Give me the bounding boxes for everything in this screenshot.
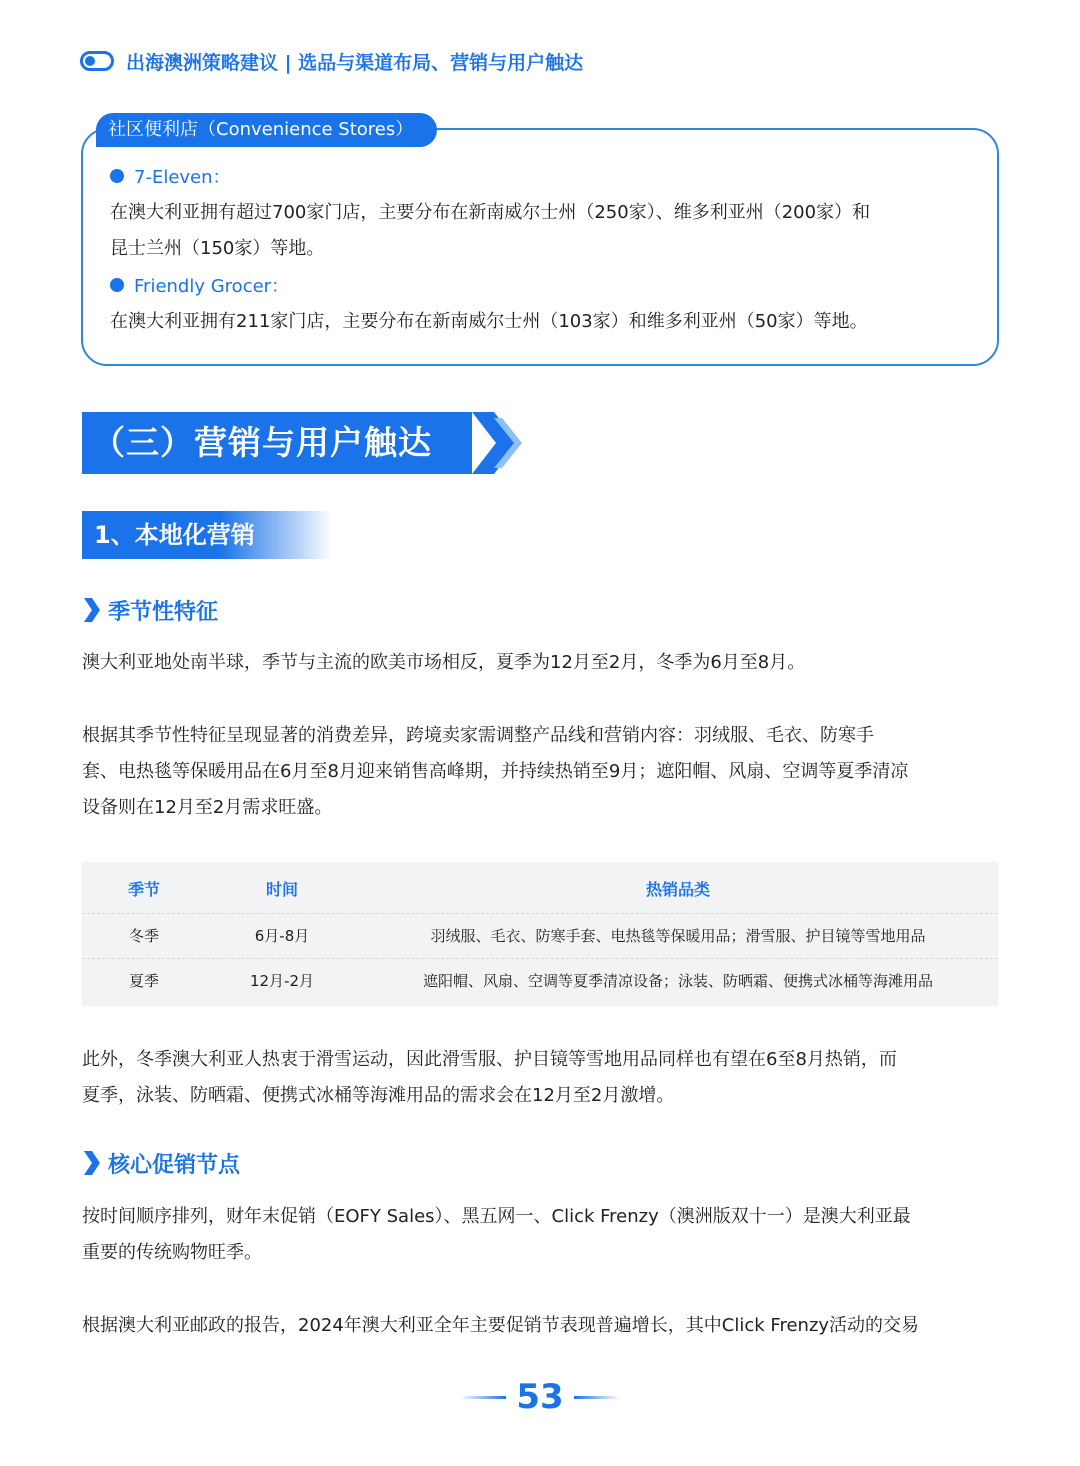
page-number-text: 53 xyxy=(516,1377,564,1417)
seasonal-paragraph-1: 澳大利亚地处南半球，季节与主流的欧美市场相反，夏季为12月至2月，冬季为6月至8月。 xyxy=(82,652,806,673)
table-cell: 12月-2月 xyxy=(249,972,315,990)
promo-paragraph-2-line1: 根据澳大利亚邮政的报告，2024年澳大利亚全年主要促销节表现普遍增长，其中Click Frenzy活动的交易 xyxy=(82,1315,920,1336)
table-cell: 羽绒服、毛衣、防寒手套、电热毯等保暖用品；滑雪服、护目镜等雪地用品 xyxy=(430,927,926,945)
store-desc-7eleven-line2: 昆士兰州（150家）等地。 xyxy=(110,238,325,259)
page-number-line-left xyxy=(460,1396,506,1399)
store-desc-7eleven-line1: 在澳大利亚拥有超过700家门店，主要分布在新南威尔士州（250家）、维多利亚州（200家）和 xyxy=(110,202,871,223)
table-row xyxy=(82,913,998,958)
promo-heading-text: 核心促销节点 xyxy=(108,1152,241,1178)
seasonal-heading-text: 季节性特征 xyxy=(108,599,219,625)
table-cell: 冬季 xyxy=(128,927,159,945)
convenience-stores-tag: 社区便利店（Convenience Stores） xyxy=(96,113,437,147)
promo-paragraph-1-line2: 重要的传统购物旺季。 xyxy=(82,1242,262,1263)
chevron-right-icon xyxy=(82,598,100,622)
table-cell: 夏季 xyxy=(128,972,159,990)
subsection-title: 1、本地化营销 xyxy=(82,511,332,559)
page-number xyxy=(460,1374,620,1420)
seasonal-paragraph-2-line3: 设备则在12月至2月需求旺盛。 xyxy=(82,797,333,818)
double-chevron-right-icon xyxy=(472,410,522,476)
seasonal-heading xyxy=(82,594,218,626)
after-table-line1: 此外，冬季澳大利亚人热衷于滑雪运动，因此滑雪服、护目镜等雪地用品同样也有望在6至8月热销，而 xyxy=(82,1049,897,1070)
header-title: 出海澳洲策略建议 | 选品与渠道布局、营销与用户触达 xyxy=(126,51,584,74)
store-name-7eleven: 7-Eleven： xyxy=(134,167,231,188)
promo-paragraph-1-line1: 按时间顺序排列，财年末促销（EOFY Sales）、黑五网一、Click Frenzy（澳洲版双十一）是澳大利亚最 xyxy=(82,1206,911,1227)
bullet-dot-icon xyxy=(110,169,124,183)
seasonal-paragraph-2-line2: 套、电热毯等保暖用品在6月至8月迎来销售高峰期，并持续热销至9月；遮阳帽、风扇、空调等夏季清凉 xyxy=(82,761,909,782)
store-name-friendly-grocer: Friendly Grocer： xyxy=(134,276,290,297)
table-header-cell: 时间 xyxy=(265,880,298,899)
table-cell: 遮阳帽、风扇、空调等夏季清凉设备；泳装、防晒霜、便携式冰桶等海滩用品 xyxy=(422,972,933,990)
promo-heading xyxy=(82,1147,240,1179)
table-header-cell: 季节 xyxy=(127,880,160,899)
table-row xyxy=(82,958,998,1003)
table-cell: 6月-8月 xyxy=(254,927,310,945)
toggle-icon xyxy=(80,51,114,71)
seasonal-paragraph-2-line1: 根据其季节性特征呈现显著的消费差异，跨境卖家需调整产品线和营销内容：羽绒服、毛衣、防寒手 xyxy=(82,725,874,746)
store-item-title xyxy=(110,163,231,189)
table-header-cell: 热销品类 xyxy=(645,880,710,899)
section-title: （三）营销与用户触达 xyxy=(82,412,472,474)
page-header xyxy=(80,44,583,78)
store-item-title xyxy=(110,272,289,298)
after-table-line2: 夏季，泳装、防晒霜、便携式冰桶等海滩用品的需求会在12月至2月激增。 xyxy=(82,1085,675,1106)
seasonal-table xyxy=(82,862,998,1006)
bullet-dot-icon xyxy=(110,278,124,292)
table-header-row xyxy=(82,866,998,911)
store-desc-friendly-grocer: 在澳大利亚拥有211家门店，主要分布在新南威尔士州（103家）和维多利亚州（50家）等地。 xyxy=(110,311,868,332)
chevron-right-icon xyxy=(82,1151,100,1175)
page-number-line-right xyxy=(574,1396,620,1399)
